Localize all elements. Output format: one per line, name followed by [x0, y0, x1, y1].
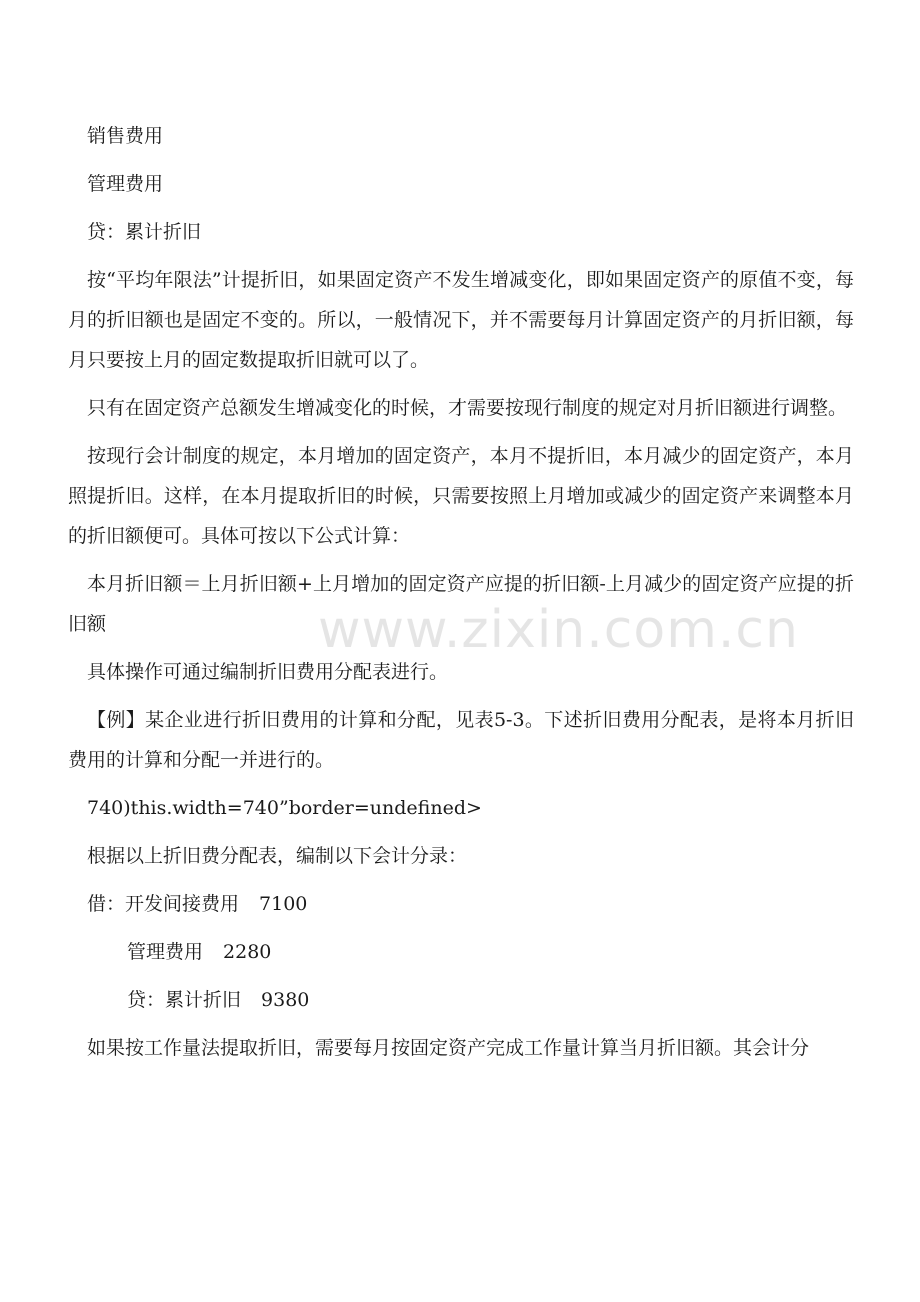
line-credit-depreciation: 贷：累计折旧: [87, 221, 202, 243]
document-body: [68, 116, 854, 1076]
paragraph-straight-line-method: 按“平均年限法”计提折旧，如果固定资产不发生增减变化，即如果固定资产的原值不变，每月的折旧额也是固定不变的。所以，一般情况下，并不需要每月计算固定资产的月折旧额，每月只要按上月的固定数提取折旧就可以了。: [68, 269, 854, 371]
broken-image-text: 740)this.width=740”border=undefined>: [87, 797, 482, 819]
paragraph-operation: 具体操作可通过编制折旧费用分配表进行。: [87, 661, 449, 683]
journal-admin-label: 管理费用: [127, 941, 204, 963]
journal-entry-credit: [68, 980, 854, 1020]
paragraph-journal-intro: 根据以上折旧费分配表，编制以下会计分录：: [87, 845, 468, 867]
journal-debit-label: 借：开发间接费用: [87, 893, 240, 915]
paragraph-adjustment: 只有在固定资产总额发生增减变化的时候，才需要按现行制度的规定对月折旧额进行调整。: [87, 397, 848, 419]
watermark: www.zixin.com.cn: [318, 600, 799, 660]
line-admin-expense: 管理费用: [87, 173, 164, 195]
line-sales-expense: 销售费用: [87, 125, 164, 147]
paragraph-example: 【例】某企业进行折旧费用的计算和分配，见表5-3。下述折旧费用分配表，是将本月折旧费用的计算和分配一并进行的。: [68, 709, 854, 771]
journal-entry-debit: [68, 884, 854, 924]
paragraph-workload-method: 如果按工作量法提取折旧，需要每月按固定资产完成工作量计算当月折旧额。其会计分: [87, 1037, 810, 1059]
paragraph-regulation: 按现行会计制度的规定，本月增加的固定资产，本月不提折旧，本月减少的固定资产，本月照提折旧。这样，在本月提取折旧的时候，只需要按照上月增加或减少的固定资产来调整本月的折旧额便可。具体可按以下公式计算：: [68, 445, 854, 547]
journal-admin-amount: 2280: [223, 941, 272, 963]
journal-entry-admin: [68, 932, 854, 972]
journal-credit-label: 贷：累计折旧: [127, 989, 242, 1011]
paragraph-formula: 本月折旧额＝上月折旧额+上月增加的固定资产应提的折旧额-上月减少的固定资产应提的折旧额: [68, 573, 854, 635]
journal-debit-amount: 7100: [259, 893, 308, 915]
journal-credit-amount: 9380: [261, 989, 310, 1011]
